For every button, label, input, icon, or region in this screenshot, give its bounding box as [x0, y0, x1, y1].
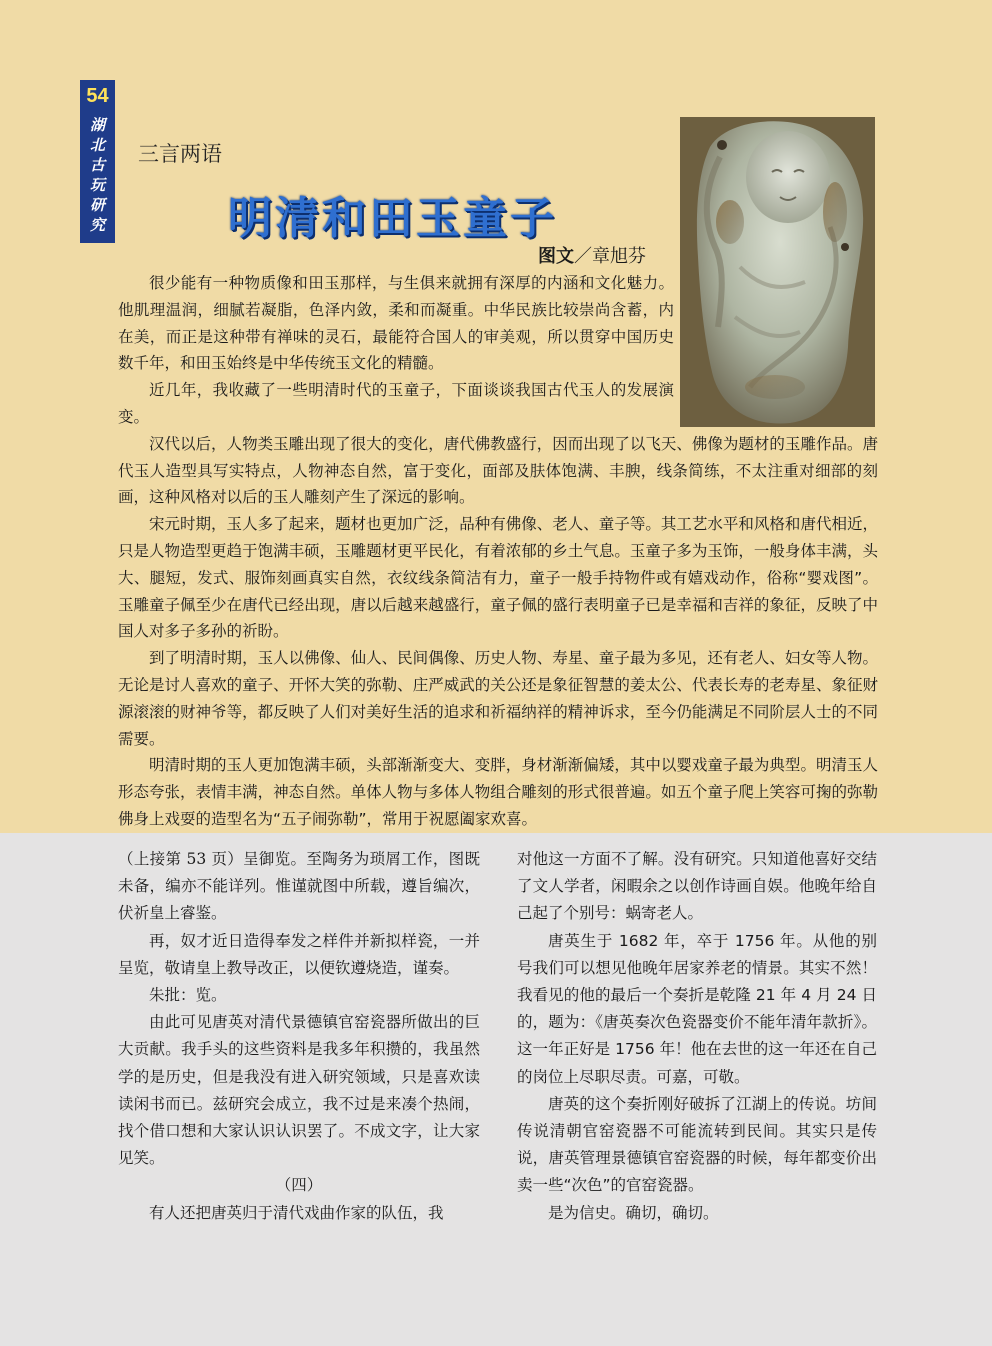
article-title: 明清和田玉童子: [228, 193, 557, 244]
continued-right-column: [517, 846, 877, 1227]
magazine-name-char: 北: [89, 136, 105, 154]
article-paragraph: 近几年，我收藏了一些明清时代的玉童子，下面谈谈我国古代玉人的发展演变。: [118, 381, 674, 426]
byline: [538, 242, 646, 268]
article-paragraph: 汉代以后，人物类玉雕出现了很大的变化，唐代佛教盛行，因而出现了以飞天、佛像为题材的玉雕作品。唐代玉人造型具写实特点，人物神态自然，富于变化，面部及肤体饱满、丰腴，线条简练，不太注重对细部的刻画，这种风格对以后的玉人雕刻产生了深远的影响。: [118, 434, 878, 507]
continued-paragraph: （上接第 53 页）呈御览。至陶务为琐屑工作，图既未备，编亦不能详列。惟谨就图中所载，遵旨编次，伏祈皇上睿鉴。: [118, 850, 480, 923]
column-label: 三言两语: [138, 142, 222, 166]
continued-left-column: [118, 846, 480, 1227]
article-paragraph: 明清时期的玉人更加饱满丰硕，头部渐渐变大、变胖，身材渐渐偏矮，其中以婴戏童子最为典型。明清玉人形态夸张，表情丰满，神态自然。单体人物与多体人物组合雕刻的形式很普遍。如五个童子爬上笑容可掬的弥勒佛身上戏耍的造型名为“五子闹弥勒”，常用于祝愿阖家欢喜。: [118, 756, 878, 828]
article-paragraph: 宋元时期，玉人多了起来，题材也更加广泛，品种有佛像、老人、童子等。其工艺水平和风格和唐代相近，只是人物造型更趋于饱满丰硕，玉雕题材更平民化，有着浓郁的乡土气息。玉童子多为玉饰，一般身体丰满，头大、腿短，发式、服饰刻画真实自然，衣纹线条简洁有力，童子一般手持物件或有嬉戏动作，俗称“婴戏图”。玉雕童子佩至少在唐代已经出现，唐以后越来越盛行，童子佩的盛行表明童子已是幸福和吉祥的象征，反映了中国人对多子多孙的祈盼。: [118, 515, 878, 641]
continued-paragraph: 是为信史。确切，确切。: [548, 1203, 719, 1222]
magazine-name-vertical: [90, 115, 105, 235]
article-paragraph: 很少能有一种物质像和田玉那样，与生俱来就拥有深厚的内涵和文化魅力。他肌理温润，细腻若凝脂，色泽内敛，柔和而凝重。中华民族比较崇尚含蓄，内在美，而正是这种带有禅味的灵石，最能符合国人的审美观，所以贯穿中国历史数千年，和田玉始终是中华传统玉文化的精髓。: [118, 274, 674, 373]
continued-paragraph: 再，奴才近日造得奉发之样件并新拟样瓷，一并呈览，敬请皇上教导改正，以便钦遵烧造，谨奏。: [118, 931, 480, 977]
byline-author: ／章旭芬: [574, 246, 646, 267]
magazine-name-char: 玩: [89, 176, 105, 194]
continued-paragraph: 有人还把唐英归于清代戏曲作家的队伍，我: [149, 1203, 444, 1222]
magazine-name-char: 湖: [89, 116, 105, 134]
continued-paragraph: 对他这一方面不了解。没有研究。只知道他喜好交结了文人学者，闲暇余之以创作诗画自娱。他晚年给自己起了个别号：蜗寄老人。: [517, 850, 877, 923]
continued-paragraph: 朱批：览。: [149, 986, 227, 1005]
continued-paragraph: 唐英生于 1682 年，卒于 1756 年。从他的别号我们可以想见他晚年居家养老的情景。其实不然！我看见的他的最后一个奏折是乾隆 21 年 4 月 24 日的，题为：《唐英奏次色瓷器变价不能年清年款折》。这一年正好是 1756 年！他在去世的这一年还在自己的岗位上尽职尽责。可嘉，可敬。: [517, 931, 877, 1086]
magazine-name-char: 究: [89, 216, 105, 234]
magazine-name-char: 古: [89, 156, 105, 174]
magazine-name-char: 研: [89, 196, 105, 214]
side-tab: [80, 80, 115, 243]
byline-label: 图文: [538, 246, 574, 267]
page-number: 54: [86, 85, 109, 107]
section-heading: （四）: [275, 1176, 323, 1195]
continued-paragraph: 由此可见唐英对清代景德镇官窑瓷器所做出的巨大贡献。我手头的这些资料是我多年积攒的，我虽然学的是历史，但是我没有进入研究领域，只是喜欢读读闲书而已。兹研究会成立，我不过是来凑个热闹，找个借口想和大家认识认识罢了。不成文字，让大家见笑。: [118, 1013, 480, 1168]
article-paragraph: 到了明清时期，玉人以佛像、仙人、民间偶像、历史人物、寿星、童子最为多见，还有老人、妇女等人物。无论是讨人喜欢的童子、开怀大笑的弥勒、庄严威武的关公还是象征智慧的姜太公、代表长寿的老寿星、象征财源滚滚的财神爷等，都反映了人们对美好生活的追求和祈福纳祥的精神诉求，至今仍能满足不同阶层人士的不同需要。: [118, 649, 878, 748]
continued-paragraph: 唐英的这个奏折刚好破拆了江湖上的传说。坊间传说清朝官窑瓷器不可能流转到民间。其实只是传说，唐英管理景德镇官窑瓷器的时候，每年都变价出卖一些“次色”的官窑瓷器。: [517, 1094, 877, 1195]
article-body: [118, 270, 878, 833]
